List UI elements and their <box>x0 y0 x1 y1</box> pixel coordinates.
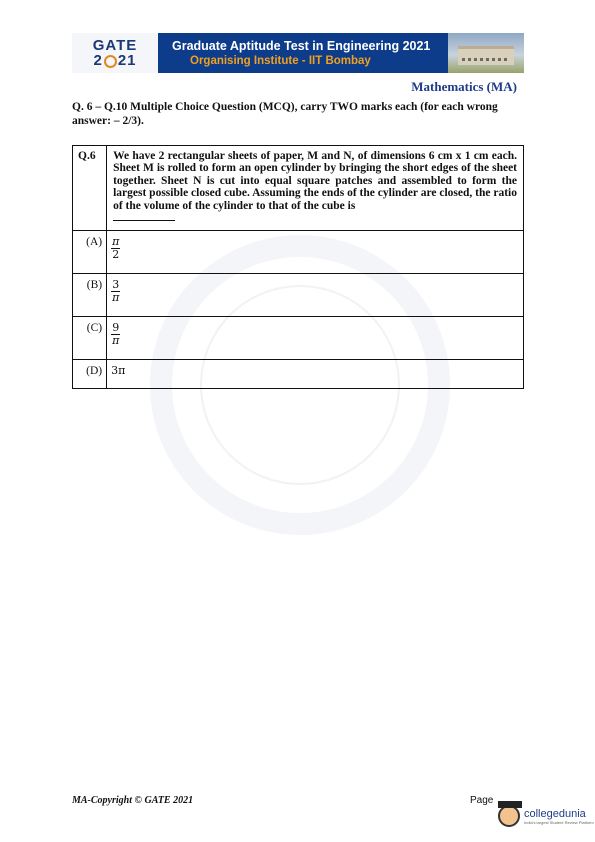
option-value: $\frac{\pi}{2}$ <box>107 231 524 274</box>
option-value: 3π <box>107 360 524 389</box>
logo-gate-text: GATE <box>92 37 138 54</box>
header-subtitle: Organising Institute - IIT Bombay <box>190 55 371 67</box>
option-row-d[interactable] <box>73 360 524 389</box>
collegedunia-logo <box>498 805 594 827</box>
option-value: $\frac{9}{\pi}$ <box>107 317 524 360</box>
question-text: We have 2 rectangular sheets of paper, M and N, of dimensions 6 cm x 1 cm each. Sheet M is rolled to form an open cylinder by bringing the short edges of the sheet together. Sheet N is cut into equal square patches and assembled to form the largest possible closed cube. Assuming the ends of the cylinder are closed, the ratio of the volume of the cylinder to that of the cube is <box>113 150 517 212</box>
option-label: (B) <box>73 274 107 317</box>
brand-tagline: India's largest Student Review Platform <box>524 819 594 825</box>
header-banner <box>72 33 524 73</box>
header-titles <box>158 33 448 73</box>
header-title: Graduate Aptitude Test in Engineering 2021 <box>172 39 431 53</box>
mascot-icon <box>498 805 520 827</box>
gate-logo <box>72 33 158 73</box>
option-label: (A) <box>73 231 107 274</box>
copyright-footer: MA-Copyright © GATE 2021 <box>72 795 194 806</box>
answer-blank <box>113 220 175 221</box>
section-instructions: Q. 6 – Q.10 Multiple Choice Question (MCQ), carry TWO marks each (for each wrong answer: – 2/3). <box>72 101 498 127</box>
option-row-b[interactable] <box>73 274 524 317</box>
option-row-c[interactable] <box>73 317 524 360</box>
question-stem <box>107 146 524 231</box>
option-value: $\frac{3}{\pi}$ <box>107 274 524 317</box>
gear-icon <box>104 55 117 68</box>
building-image <box>448 33 524 73</box>
question-number: Q.6 <box>73 146 107 231</box>
option-label: (D) <box>73 360 107 389</box>
option-label: (C) <box>73 317 107 360</box>
page-label: Page <box>470 795 494 806</box>
brand-name: collegedunia <box>524 807 586 820</box>
question-table <box>72 145 524 389</box>
logo-year: 2 21 <box>93 52 137 69</box>
option-row-a[interactable] <box>73 231 524 274</box>
subject-heading: Mathematics (MA) <box>411 79 517 94</box>
